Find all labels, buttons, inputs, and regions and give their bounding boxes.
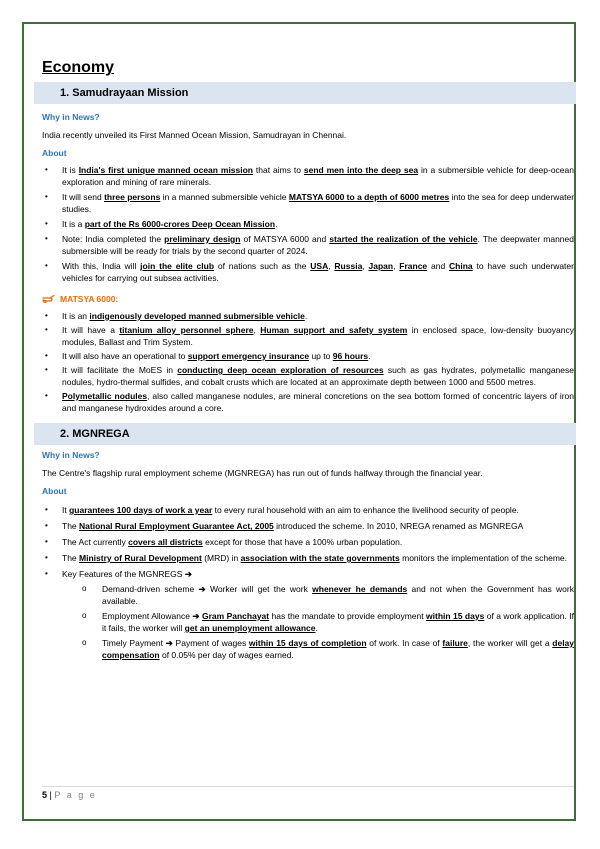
- list-item: o Employment Allowance ➔ Gram Panchayat has the mandate to provide employment within 15 days of a work application. If it fails, the worker will get an unemployment allowance.: [82, 611, 574, 633]
- list-item: • Polymetallic nodules, also called manganese nodules, are mineral concretions on the sea bottom formed of concentric layers of iron and manganese hydroxides around a core.: [45, 391, 575, 413]
- list-item: • The Act currently covers all districts except for those that have a 100% urban population.: [45, 537, 403, 547]
- list-item: • It will also have an operational to support emergency insurance up to 96 hours.: [45, 351, 371, 361]
- list-item: • It is a part of the Rs 6000-crores Deep Ocean Mission.: [45, 219, 278, 229]
- list-item: • It is an indigenously developed manned submersible vehicle.: [45, 311, 308, 321]
- page-content: [42, 58, 574, 661]
- list-item: • With this, India will join the elite club of nations such as the USA, Russia, Japan, France and China to have such underwater vehicles for carrying out subsea activities.: [45, 261, 574, 283]
- list-item: • Key Features of the MGNREGS ➔: [45, 569, 192, 579]
- section-heading-mgnrega: 2. MGNREGA: [34, 423, 576, 445]
- list-item: o Timely Payment ➔ Payment of wages within 15 days of completion of work. In case of failure, the worker will get a delay compensation of 0.05% per day of wages earned.: [82, 638, 575, 660]
- list-item: o Demand-driven scheme ➔ Worker will get the work whenever he demands and not when the Government has work available.: [82, 584, 574, 606]
- list-item: • Note: India completed the preliminary design of MATSYA 6000 and started the realization of the vehicle. The deepwater manned submersible will be ready for trials by the second quarter of 2024.: [45, 234, 574, 256]
- footer-separator: |: [47, 790, 55, 800]
- list-item: • The National Rural Employment Guarantee Act, 2005 introduced the scheme. In 2010, NREGA renamed as MGNREGA: [45, 521, 524, 531]
- list-item: • It will send three persons in a manned submersible vehicle MATSYA 6000 to a depth of 6000 metres into the sea for deep underwater studies.: [45, 192, 575, 214]
- about-label: About: [42, 486, 67, 496]
- why-in-news-text: The Centre's flagship rural employment scheme (MGNREGA) has run out of funds halfway through the financial year.: [42, 468, 483, 478]
- matsya-label: MATSYA 6000:: [60, 294, 119, 304]
- page-label: P a g e: [54, 790, 97, 800]
- mgnrega-features: [42, 583, 574, 661]
- mgnrega-bullets: [42, 504, 574, 580]
- list-item: • It guarantees 100 days of work a year to every rural household with an aim to enhance the livelihood security of people.: [45, 505, 519, 515]
- list-item: • The Ministry of Rural Development (MRD) in association with the state governments monitors the implementation of the scheme.: [45, 553, 567, 563]
- page-number: 5: [42, 790, 48, 800]
- arrow-icon: ➔: [165, 638, 173, 648]
- arrow-icon: ➔: [198, 584, 206, 594]
- page-footer: [42, 786, 574, 802]
- list-item: • It will have a titanium alloy personnel sphere, Human support and safety system in enclosed space, low-density buoyancy modules, Ballast and Trim System.: [45, 325, 574, 347]
- arrow-icon: ➔: [184, 569, 192, 579]
- why-in-news-label: Why in News?: [42, 450, 100, 460]
- list-item: • It will facilitate the MoES in conducting deep ocean exploration of resources such as gas hydrates, polymetallic manganese nodules, hydro-thermal sulfides, and cobalt crusts which are located at an approximate depth between 1000 and 5500 metres.: [45, 365, 574, 387]
- list-item: • It is India's first unique manned ocean mission that aims to send men into the deep sea in a submersible vehicle for deep-ocean exploration and mining of rare minerals.: [45, 165, 574, 187]
- page-title: Economy: [42, 59, 115, 76]
- why-in-news-text: India recently unveiled its First Manned Ocean Mission, Samudrayan in Chennai.: [42, 130, 347, 140]
- pointing-hand-icon: [42, 294, 56, 304]
- matsya-heading: [42, 293, 574, 305]
- section-heading-samudrayaan: 1. Samudrayaan Mission: [34, 82, 576, 104]
- arrow-icon: ➔: [192, 611, 200, 621]
- samudrayaan-bullets: [42, 164, 574, 284]
- why-in-news-label: Why in News?: [42, 112, 100, 122]
- about-label: About: [42, 148, 67, 158]
- matsya-bullets: [42, 310, 574, 414]
